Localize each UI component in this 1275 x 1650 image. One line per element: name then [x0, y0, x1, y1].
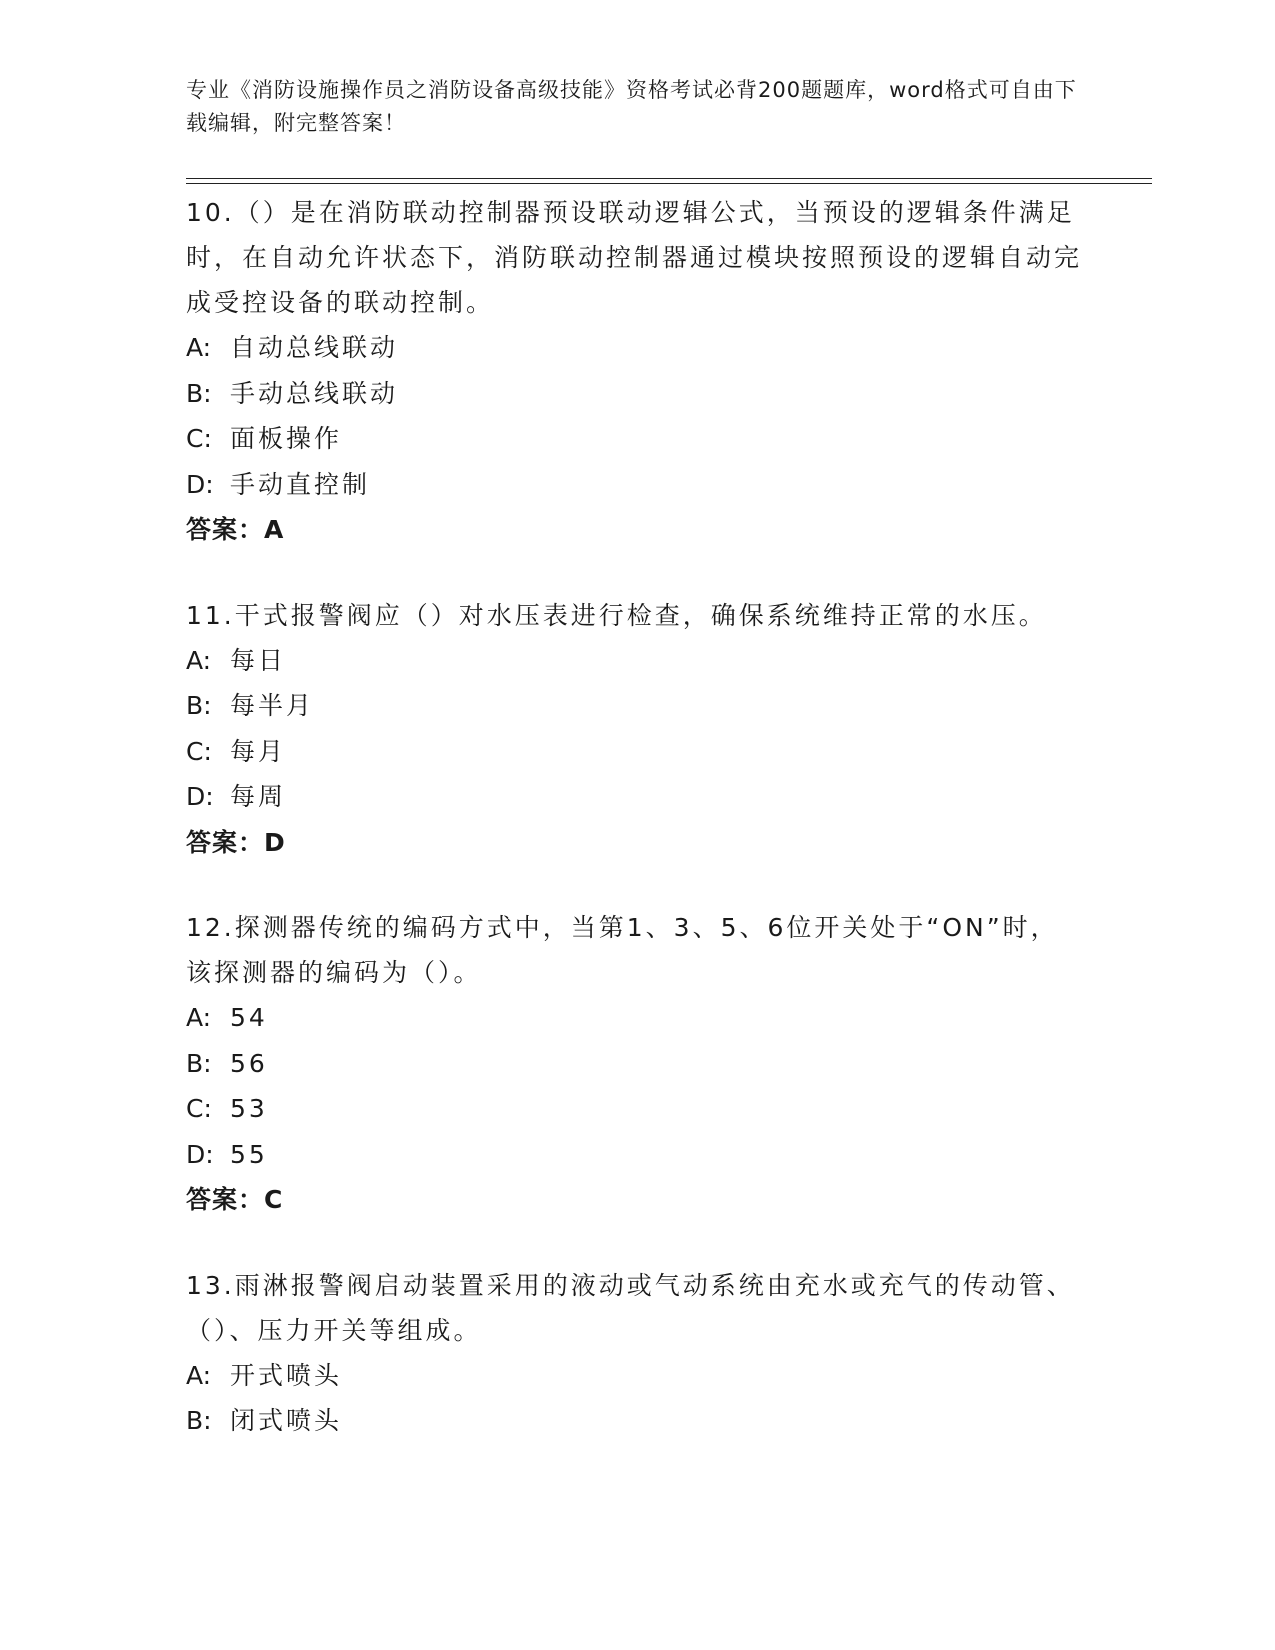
question-stem: 11.干式报警阀应（）对水压表进行检查，确保系统维持正常的水压。	[186, 600, 1047, 630]
question-list	[186, 188, 1086, 1482]
option-key: B:	[186, 691, 212, 720]
option-key: B:	[186, 378, 212, 408]
question-12	[186, 903, 1086, 1223]
option-b	[186, 1398, 1086, 1444]
header-divider	[186, 178, 1152, 184]
option-key: D:	[186, 782, 214, 811]
question-13	[186, 1261, 1086, 1444]
option-a	[186, 1353, 1086, 1399]
option-key: C:	[186, 424, 212, 453]
document-header: 专业《消防设施操作员之消防设备高级技能》资格考试必背200题题库，word格式可自由下载编辑，附完整答案！	[186, 78, 1077, 135]
option-d	[186, 774, 1086, 820]
option-text: 手动总线联动	[230, 378, 399, 408]
option-text: 56	[230, 1048, 268, 1078]
option-text: 54	[230, 1003, 268, 1032]
option-d	[186, 462, 1086, 508]
option-text: 55	[230, 1139, 268, 1169]
option-key: D:	[186, 469, 214, 499]
option-b	[186, 371, 1086, 417]
option-key: C:	[186, 736, 212, 766]
option-a	[186, 325, 1086, 371]
option-text: 53	[230, 1094, 268, 1123]
question-11	[186, 591, 1086, 866]
option-key: D:	[186, 1139, 214, 1169]
answer-line: 答案：A	[186, 515, 285, 544]
option-text: 闭式喷头	[230, 1406, 343, 1435]
question-stem: 13.雨淋报警阀启动装置采用的液动或气动系统由充水或充气的传动管、（）、压力开关等组成。	[186, 1270, 1075, 1345]
option-key: B:	[186, 1406, 212, 1435]
option-key: A:	[186, 333, 212, 362]
option-text: 手动直控制	[230, 469, 371, 499]
option-a	[186, 638, 1086, 684]
option-a	[186, 995, 1086, 1041]
question-stem: 12.探测器传统的编码方式中，当第1、3、5、6位开关处于“ON”时，该探测器的编码为（）。	[186, 913, 1059, 987]
answer-line: 答案：C	[186, 1185, 284, 1214]
option-text: 每月	[230, 736, 287, 766]
question-10	[186, 188, 1086, 553]
option-text: 每半月	[230, 691, 315, 720]
option-c	[186, 416, 1086, 462]
answer-line: 答案：D	[186, 827, 286, 857]
option-text: 面板操作	[230, 424, 343, 453]
option-b	[186, 683, 1086, 729]
option-b	[186, 1041, 1086, 1087]
question-stem: 10.（）是在消防联动控制器预设联动逻辑公式，当预设的逻辑条件满足时，在自动允许状态下，消防联动控制器通过模块按照预设的逻辑自动完成受控设备的联动控制。	[186, 198, 1083, 317]
option-key: C:	[186, 1094, 212, 1123]
option-text: 开式喷头	[230, 1360, 343, 1390]
option-c	[186, 729, 1086, 775]
option-key: B:	[186, 1048, 212, 1078]
option-text: 每日	[230, 645, 287, 675]
option-key: A:	[186, 1003, 212, 1032]
option-text: 每周	[230, 782, 287, 811]
option-text: 自动总线联动	[230, 333, 399, 362]
option-key: A:	[186, 645, 212, 675]
option-c	[186, 1086, 1086, 1132]
option-d	[186, 1132, 1086, 1178]
option-key: A:	[186, 1360, 212, 1390]
